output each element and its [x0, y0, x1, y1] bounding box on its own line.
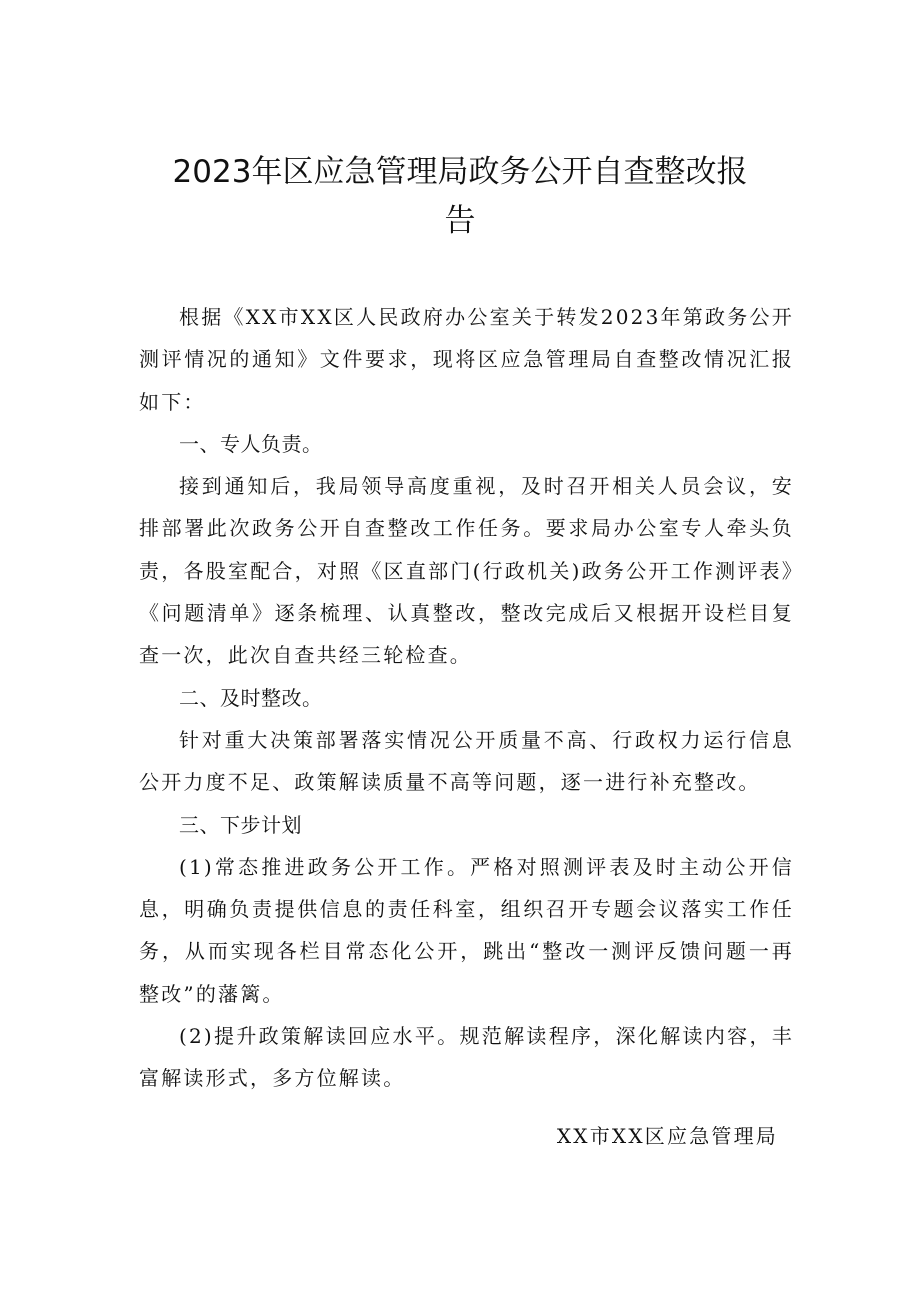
document-title [140, 148, 780, 246]
section-3-paragraph-1: (1)常态推进政务公开工作。严格对照测评表及时主动公开信息，明确负责提供信息的责任科室，组织召开专题会议落实工作任务，从而实现各栏目常态化公开，跳出“整改一测评反馈问题一再整改”的藩篱。 [139, 854, 794, 1006]
section-heading-3: 三、下步计划 [179, 812, 302, 837]
title-line-2: 告 [444, 203, 476, 239]
section-heading-2: 二、及时整改。 [179, 685, 323, 710]
section-2-paragraph-1: 针对重大决策部署落实情况公开质量不高、行政权力运行信息公开力度不足、政策解读质量不高等问题，逐一进行补充整改。 [139, 727, 794, 795]
signature: XX市XX区应急管理局 [556, 1124, 778, 1148]
document-body [139, 296, 794, 1100]
section-3-paragraph-2: (2)提升政策解读回应水平。规范解读程序，深化解读内容，丰富解读形式，多方位解读。 [139, 1024, 794, 1091]
intro-paragraph: 根据《XX市XX区人民政府办公室关于转发2023年第政务公开测评情况的通知》文件要求，现将区应急管理局自查整改情况汇报如下： [139, 305, 794, 414]
section-heading-1: 一、专人负责。 [179, 431, 323, 456]
section-1-paragraph-1: 接到通知后，我局领导高度重视，及时召开相关人员会议，安排部署此次政务公开自查整改工作任务。要求局办公室专人牵头负责，各股室配合，对照《区直部门(行政机关)政务公开工作测评表》《问题清单》逐条梳理、认真整改，整改完成后又根据开设栏目复查一次，此次自查共经三轮检查。 [139, 474, 794, 668]
title-line-1: 2023年区应急管理局政务公开自查整改报 [172, 154, 748, 190]
